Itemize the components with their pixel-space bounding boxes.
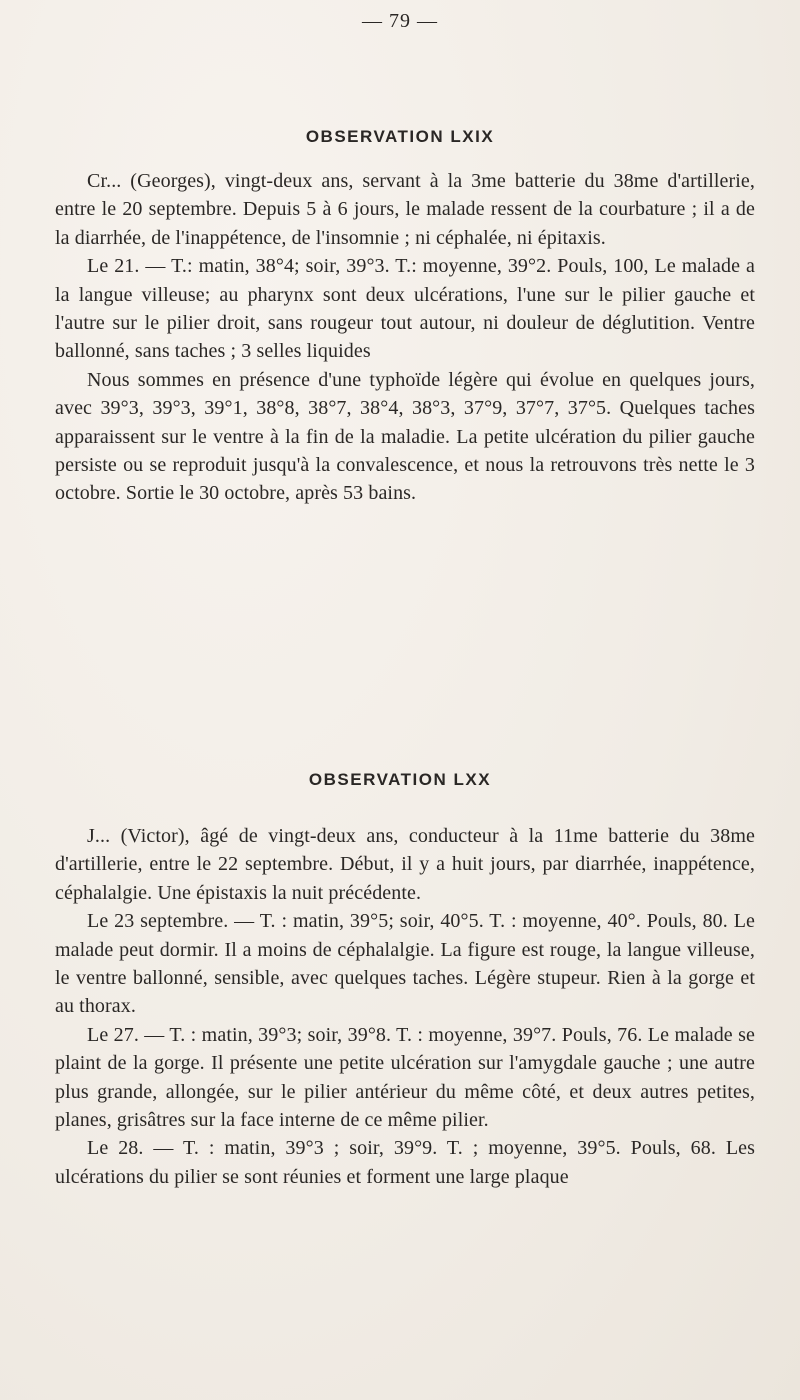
paragraph: Le 27. — T. : matin, 39°3; soir, 39°8. T. : moyenne, 39°7. Pouls, 76. Le malade se plaint de la gorge. Il présente une petite ulcération sur l'amygdale gauche ; une autre plus grande, allongée, sur le pilier antérieur du même côté, et deux autres petites, planes, grisâtres sur la face interne de ce même pilier. <box>55 1023 755 1132</box>
paragraph: Le 23 septembre. — T. : matin, 39°5; soir, 40°5. T. : moyenne, 40°. Pouls, 80. Le malade peut dormir. Il a moins de céphalalgie. La figure est rouge, la langue villeuse, le ventre ballonné, sensible, avec quelques taches. Légère stupeur. Rien à la gorge et au thorax. <box>55 910 755 1018</box>
paragraph: Le 28. — T. : matin, 39°3 ; soir, 39°9. T. ; moyenne, 39°5. Pouls, 68. Les ulcérations du pilier se sont réunies et forment une large plaque <box>55 1137 755 1188</box>
paragraph: Le 21. — T.: matin, 38°4; soir, 39°3. T.: moyenne, 39°2. Pouls, 100, Le malade a la langue villeuse; au pharynx sont deux ulcérations, l'une sur le pilier gauche et l'autre sur le pilier droit, sans rougeur tout autour, ni douleur de déglutition. Ventre ballonné, sans taches ; 3 selles liquides <box>55 255 755 363</box>
observation-body-lxx <box>55 822 755 1191</box>
page-number: — 79 — <box>362 10 438 32</box>
observation-title-lxx: OBSERVATION LXX <box>308 770 492 789</box>
observation-body-lxix <box>55 167 755 508</box>
observation-title-lxix: OBSERVATION LXIX <box>305 127 495 146</box>
paragraph: Nous sommes en présence d'une typhoïde légère qui évolue en quelques jours, avec 39°3, 39°3, 39°1, 38°8, 38°7, 38°4, 38°3, 37°9, 37°7, 37°5. Quelques taches apparaissent sur le ventre à la fin de la maladie. La petite ulcération du pilier gauche persiste ou se reproduit jusqu'à la convalescence, et nous la retrouvons très nette le 3 octobre. Sortie le 30 octobre, après 53 bains. <box>55 368 755 505</box>
paragraph: Cr... (Georges), vingt-deux ans, servant à la 3me batterie du 38me d'artillerie, entre le 20 septembre. Depuis 5 à 6 jours, le malade ressent de la courbature ; il a de la diarrhée, de l'inappétence, de l'insomnie ; ni céphalée, ni épitaxis. <box>55 170 755 249</box>
paragraph: J... (Victor), âgé de vingt-deux ans, conducteur à la 11me batterie du 38me d'artillerie, entre le 22 septembre. Début, il y a huit jours, par diarrhée, inappétence, céphalalgie. Une épistaxis la nuit précédente. <box>55 825 755 904</box>
